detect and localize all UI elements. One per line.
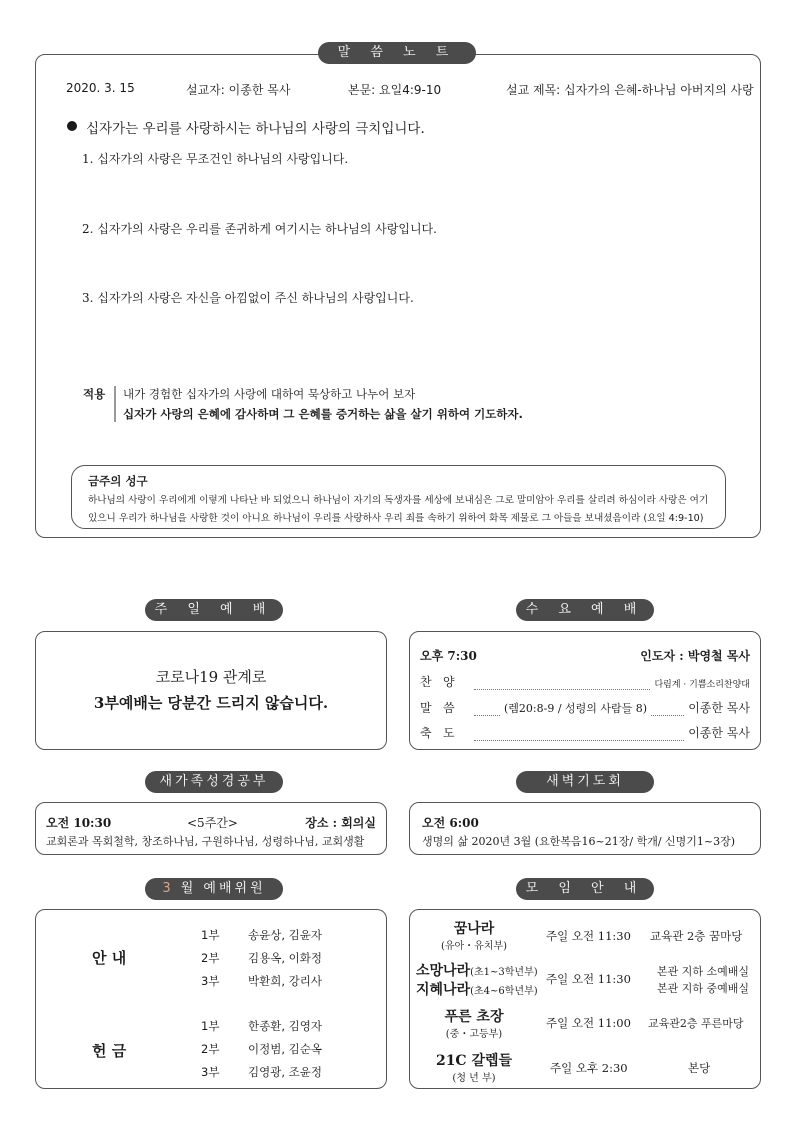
meeting-sub: (청 년 부)	[452, 1073, 496, 1084]
committee-month: 3	[162, 881, 174, 896]
committee-part: 3부	[201, 1065, 220, 1079]
family-bible-box	[35, 802, 387, 855]
committee-part: 2부	[201, 951, 220, 965]
point-1: 1. 십자가의 사랑은 무조건인 하나님의 사랑입니다.	[82, 152, 349, 166]
row-label: 말 씀	[420, 701, 455, 715]
meetings-title: 모 임 안 내	[516, 878, 654, 900]
sunday-line-1: 코로나19 관계로	[155, 668, 267, 686]
meeting-time: 주일 오후 2:30	[550, 1061, 628, 1075]
sermon-scripture: 본문: 요일4:9-10	[348, 83, 442, 97]
committee-part: 1부	[201, 1019, 220, 1033]
committee-title	[145, 878, 283, 900]
dawn-prayer-time: 오전 6:00	[422, 816, 479, 830]
committee-names: 한종환, 김영자	[248, 1019, 322, 1033]
verse-line-2: 있으니 우리가 하나님을 사랑한 것이 아니요 하나님이 우리를 사랑하사 우리 죄를 속하기 위하여 화목 제물로 그 아들을 보내셨음이라 (요일 4:9-10)	[88, 513, 704, 524]
family-bible-time: 오전 10:30	[46, 816, 112, 830]
leader-dots	[474, 732, 684, 741]
meeting-sub: (초4~6학년부)	[470, 986, 538, 997]
sermon-note-box	[35, 54, 761, 538]
apply-divider	[114, 386, 116, 422]
meeting-time: 주일 오전 11:30	[546, 972, 631, 986]
leader-dots	[474, 681, 650, 690]
meeting-place: 본관 지하 소예배실	[656, 965, 749, 978]
sunday-worship-box	[35, 631, 387, 750]
meeting-place: 본관 지하 중예배실	[656, 982, 749, 995]
committee-box	[35, 909, 387, 1089]
committee-names: 박환희, 강리사	[248, 974, 322, 988]
family-bible-place: 장소 : 회의실	[305, 816, 376, 830]
sunday-line-2: 3부예배는 당분간 드리지 않습니다.	[93, 694, 329, 712]
apply-line-2: 십자가 사랑의 은혜에 감사하며 그 은혜를 증거하는 삶을 살기 위하여 기도하자.	[123, 407, 523, 421]
meeting-name-text: 지혜나라	[416, 982, 471, 998]
meeting-time: 주일 오전 11:30	[546, 929, 631, 943]
committee-names: 김용옥, 이화정	[248, 951, 322, 965]
dawn-prayer-box	[409, 802, 761, 855]
committee-part: 1부	[201, 928, 220, 942]
wednesday-leader: 인도자 : 박영철 목사	[640, 649, 750, 663]
meeting-name: 푸른 초장	[444, 1009, 504, 1025]
committee-group-usher: 안 내	[92, 949, 127, 967]
sermon-title: 설교 제목: 십자가의 은혜-하나님 아버지의 사랑	[506, 83, 754, 97]
apply-line-1: 내가 경험한 십자가의 사랑에 대하여 묵상하고 나누어 보자	[123, 387, 416, 401]
sunday-worship-title: 주 일 예 배	[145, 599, 283, 621]
meeting-name: 21C 갈렙들	[435, 1053, 513, 1069]
sermon-note-title: 말 씀 노 트	[318, 42, 476, 64]
leader-dots	[651, 707, 684, 716]
point-2: 2. 십자가의 사랑은 우리를 존귀하게 여기시는 하나님의 사랑입니다.	[82, 222, 437, 236]
leader-dots	[474, 707, 500, 716]
committee-title-text: 월 예배위원	[180, 881, 266, 896]
wednesday-worship-title: 수 요 예 배	[516, 599, 654, 621]
sermon-date: 2020. 3. 15	[66, 81, 135, 95]
wednesday-row-praise	[420, 673, 750, 690]
meeting-name	[416, 979, 538, 999]
family-bible-topics: 교회론과 목회철학, 창조하나님, 구원하나님, 성령하나님, 교회생활	[46, 835, 365, 848]
main-point: 십자가는 우리를 사랑하시는 하나님의 사랑의 극치입니다.	[86, 121, 425, 137]
row-label: 축 도	[420, 726, 455, 740]
row-middle: (렘20:8-9 / 성령의 사람들 8)	[504, 702, 648, 715]
row-value: 다림계 · 기쁨소리찬양대	[654, 680, 750, 690]
meeting-name-text: 소망나라	[416, 963, 471, 979]
wednesday-row-word	[420, 699, 750, 716]
committee-names: 송윤상, 김윤자	[248, 928, 322, 942]
family-bible-weeks: <5주간>	[187, 816, 238, 830]
dawn-prayer-detail: 생명의 삶 2020년 3월 (요한복음16~21장/ 학개/ 신명기1~3장)	[422, 835, 736, 848]
committee-part: 2부	[201, 1042, 220, 1056]
wednesday-row-blessing	[420, 724, 750, 741]
row-value: 이종한 목사	[688, 726, 750, 740]
meeting-name	[416, 960, 538, 980]
committee-group-offering: 헌 금	[92, 1042, 127, 1060]
point-3: 3. 십자가의 사랑은 자신을 아낌없이 주신 하나님의 사랑입니다.	[82, 291, 414, 305]
weekly-verse-box	[71, 465, 726, 529]
meeting-name: 꿈나라	[453, 921, 495, 937]
meeting-time: 주일 오전 11:00	[546, 1016, 631, 1030]
committee-names: 이정범, 김순옥	[248, 1042, 322, 1056]
meeting-place: 교육관 2층 꿈마당	[650, 929, 743, 943]
apply-label: 적용	[83, 387, 106, 401]
verse-line-1: 하나님의 사랑이 우리에게 이렇게 나타난 바 되었으니 하나님이 자기의 독생자를 세상에 보내심은 그로 말미암아 우리를 살리려 하심이라 사랑은 여기	[88, 495, 709, 506]
verse-title: 금주의 성구	[88, 474, 148, 488]
bullet-icon	[67, 121, 77, 131]
row-value: 이종한 목사	[688, 701, 750, 715]
meeting-place: 본당	[688, 1061, 711, 1075]
dawn-prayer-title: 새벽기도회	[516, 771, 654, 793]
meeting-place: 교육관2층 푸른마당	[648, 1017, 744, 1030]
meeting-sub: (중・고등부)	[445, 1029, 503, 1040]
sermon-preacher: 설교자: 이종한 목사	[186, 83, 291, 97]
committee-part: 3부	[201, 974, 220, 988]
committee-names: 김영광, 조윤정	[248, 1065, 322, 1079]
row-label: 찬 양	[420, 675, 455, 689]
meetings-box	[409, 909, 761, 1089]
meeting-sub: (초1~3학년부)	[470, 967, 538, 978]
meeting-sub: (유아・유치부)	[440, 941, 508, 952]
family-bible-title: 새가족성경공부	[145, 771, 283, 793]
wednesday-worship-box	[409, 631, 761, 750]
wednesday-time: 오후 7:30	[420, 649, 477, 663]
